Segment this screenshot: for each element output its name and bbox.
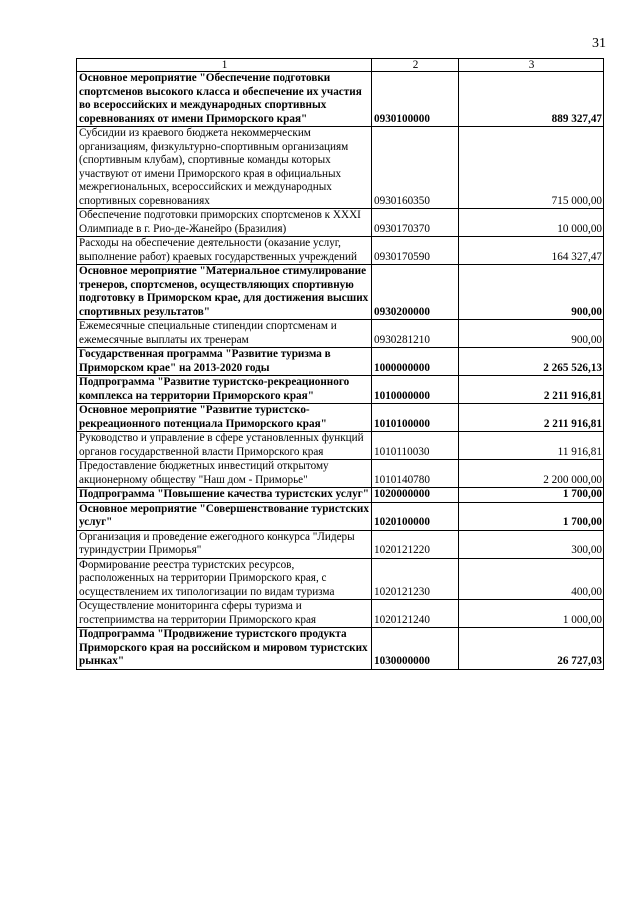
header-row bbox=[77, 59, 604, 72]
table-row bbox=[77, 488, 604, 503]
row-code: 0930170590 bbox=[372, 237, 459, 265]
row-amount: 2 211 916,81 bbox=[459, 404, 604, 432]
row-amount: 1 700,00 bbox=[459, 502, 604, 530]
row-amount: 715 000,00 bbox=[459, 127, 604, 209]
row-amount: 10 000,00 bbox=[459, 209, 604, 237]
table-row bbox=[77, 376, 604, 404]
table-row bbox=[77, 558, 604, 600]
row-name: Подпрограмма "Повышение качества туристских услуг" bbox=[77, 488, 372, 503]
row-code: 0930160350 bbox=[372, 127, 459, 209]
row-name: Основное мероприятие "Развитие туристско-рекреационного потенциала Приморского края" bbox=[77, 404, 372, 432]
row-code: 1020100000 bbox=[372, 502, 459, 530]
row-code: 1020121240 bbox=[372, 600, 459, 628]
table-row bbox=[77, 320, 604, 348]
row-name: Расходы на обеспечение деятельности (оказание услуг, выполнение работ) краевых государственных учреждений bbox=[77, 237, 372, 265]
row-code: 0930200000 bbox=[372, 265, 459, 320]
row-amount: 1 000,00 bbox=[459, 600, 604, 628]
row-amount: 900,00 bbox=[459, 320, 604, 348]
row-name: Субсидии из краевого бюджета некоммерческим организациям, физкультурно-спортивным организациям (спортивным клубам), спортивные команды которых участвуют от имени Приморского края в официальных межрегиональных, всероссийских и международных спортивных соревнованиях bbox=[77, 127, 372, 209]
table-row bbox=[77, 127, 604, 209]
table-row bbox=[77, 404, 604, 432]
budget-table bbox=[76, 58, 604, 670]
row-amount: 889 327,47 bbox=[459, 72, 604, 127]
row-amount: 1 700,00 bbox=[459, 488, 604, 503]
row-amount: 26 727,03 bbox=[459, 628, 604, 670]
table-row bbox=[77, 502, 604, 530]
row-code: 1010000000 bbox=[372, 376, 459, 404]
row-name: Осуществление мониторинга сферы туризма и гостеприимства на территории Приморского края bbox=[77, 600, 372, 628]
page-number: 31 bbox=[592, 36, 606, 51]
row-amount: 164 327,47 bbox=[459, 237, 604, 265]
row-name: Основное мероприятие "Обеспечение подготовки спортсменов высокого класса и обеспечение их участия во всероссийских и международных спортивных соревнованиях от имени Приморского края" bbox=[77, 72, 372, 127]
row-name: Подпрограмма "Продвижение туристского продукта Приморского края на российском и мировом туристских рынках" bbox=[77, 628, 372, 670]
row-name: Руководство и управление в сфере установленных функций органов государственной власти Приморского края bbox=[77, 432, 372, 460]
row-code: 1000000000 bbox=[372, 348, 459, 376]
header-col-1: 1 bbox=[77, 59, 372, 72]
row-code: 0930281210 bbox=[372, 320, 459, 348]
row-code: 0930100000 bbox=[372, 72, 459, 127]
row-amount: 400,00 bbox=[459, 558, 604, 600]
row-name: Обеспечение подготовки приморских спортсменов к XXXI Олимпиаде в г. Рио-де-Жанейро (Бразилия) bbox=[77, 209, 372, 237]
table-row bbox=[77, 530, 604, 558]
table-row bbox=[77, 460, 604, 488]
header-col-3: 3 bbox=[459, 59, 604, 72]
row-code: 1010100000 bbox=[372, 404, 459, 432]
row-code: 1030000000 bbox=[372, 628, 459, 670]
row-name: Государственная программа "Развитие туризма в Приморском крае" на 2013-2020 годы bbox=[77, 348, 372, 376]
table-row bbox=[77, 237, 604, 265]
row-amount: 900,00 bbox=[459, 265, 604, 320]
row-code: 1010140780 bbox=[372, 460, 459, 488]
row-name: Организация и проведение ежегодного конкурса "Лидеры туриндустрии Приморья" bbox=[77, 530, 372, 558]
table-row bbox=[77, 628, 604, 670]
row-code: 1020121220 bbox=[372, 530, 459, 558]
table-row bbox=[77, 600, 604, 628]
table-row bbox=[77, 348, 604, 376]
row-amount: 11 916,81 bbox=[459, 432, 604, 460]
row-code: 1010110030 bbox=[372, 432, 459, 460]
table-row bbox=[77, 432, 604, 460]
row-amount: 2 265 526,13 bbox=[459, 348, 604, 376]
header-col-2: 2 bbox=[372, 59, 459, 72]
table-row bbox=[77, 265, 604, 320]
row-code: 0930170370 bbox=[372, 209, 459, 237]
row-amount: 2 200 000,00 bbox=[459, 460, 604, 488]
table-row bbox=[77, 209, 604, 237]
table-row bbox=[77, 72, 604, 127]
row-code: 1020121230 bbox=[372, 558, 459, 600]
row-amount: 2 211 916,81 bbox=[459, 376, 604, 404]
row-name: Формирование реестра туристских ресурсов, расположенных на территории Приморского края, с осуществлением их типологизации по видам туризма bbox=[77, 558, 372, 600]
row-name: Предоставление бюджетных инвестиций открытому акционерному обществу "Наш дом - Приморье" bbox=[77, 460, 372, 488]
row-name: Подпрограмма "Развитие туристско-рекреационного комплекса на территории Приморского края" bbox=[77, 376, 372, 404]
row-name: Основное мероприятие "Материальное стимулирование тренеров, спортсменов, осуществляющих спортивную подготовку в Приморском крае, для достижения высших спортивных результатов" bbox=[77, 265, 372, 320]
row-amount: 300,00 bbox=[459, 530, 604, 558]
row-name: Ежемесячные специальные стипендии спортсменам и ежемесячные выплаты их тренерам bbox=[77, 320, 372, 348]
row-code: 1020000000 bbox=[372, 488, 459, 503]
row-name: Основное мероприятие "Совершенствование туристских услуг" bbox=[77, 502, 372, 530]
